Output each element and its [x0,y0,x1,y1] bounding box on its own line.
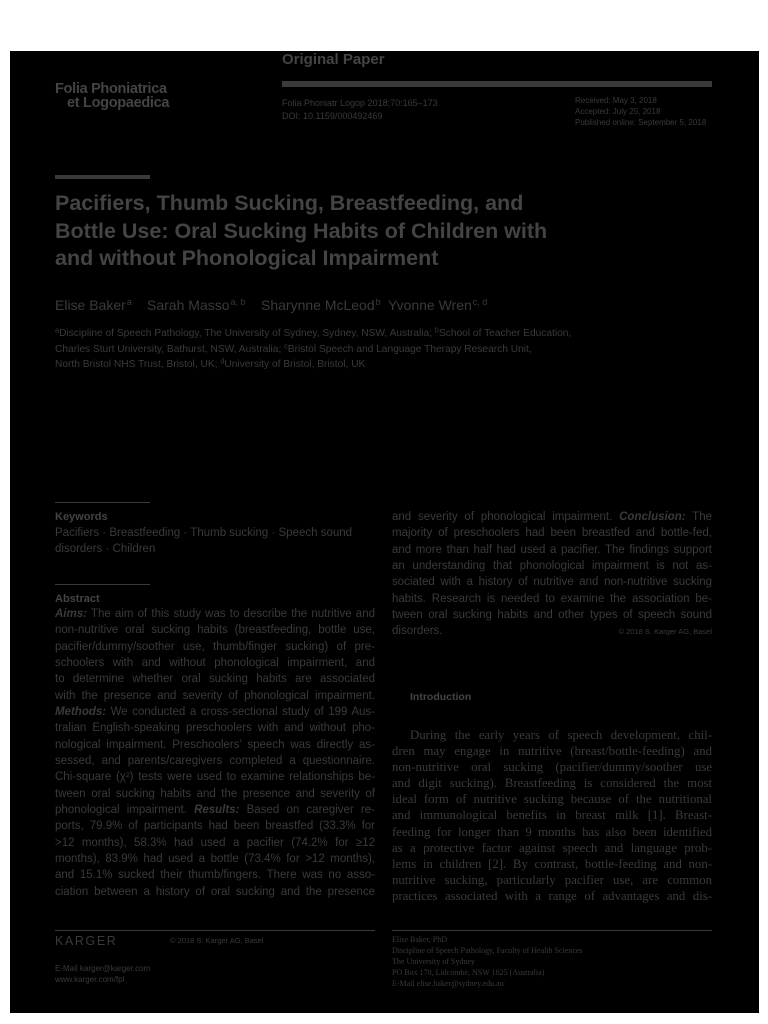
text-run: and severity of phonological impairment. [392,511,620,523]
affiliation-line [55,342,695,358]
journal-logo [55,82,169,110]
abstract-line: and 15.1% sucked their thumb/fingers. There was no asso- [55,869,375,882]
abstract-line: disorders. [392,625,443,638]
abstract-line: to determine whether oral sucking habits are associated [55,673,375,686]
abstract-rule [55,584,150,585]
text-run: Discipline of Speech Pathology, The University of Sydney, Sydney, NSW, Australia; [59,328,435,339]
title-line: Bottle Use: Oral Sucking Habits of Children with [55,218,548,243]
text-run: Bristol Speech and Language Therapy Research Unit, [287,343,532,355]
paragraph-line: as a protective factor against speech and language prob- [392,840,712,855]
abstract-line: >12 months), 58.3% had used a pacifier (74.2% for ≥12 [55,836,375,849]
correspondence-line: PO Box 170, Lidcombe, NSW 1825 (Australia) [392,968,545,977]
correspondence-address [392,934,712,989]
author-name: Sharynne McLeod [261,297,375,313]
author [261,296,381,314]
text-run: Charles Sturt University, Bathurst, NSW, Australia; [55,343,285,355]
journal-logo-line: Folia Phoniatrica [55,81,167,97]
abstract-line [55,606,375,622]
abstract-line: pacifier/dummy/soother use, thumb/finger sucking) of pre- [55,640,375,653]
author [55,296,132,314]
received-date: Received: May 3, 2018 [575,95,657,105]
paragraph-line: practices associated with a range of advantages and dis- [392,888,712,903]
citation-block [282,97,438,122]
text-run: School of Teacher Education, [438,328,572,339]
abstract-column-1 [55,606,375,900]
title-line: and without Phonological Impairment [55,246,439,270]
abstract-line: months), 83.9% had used a bottle (73.4% for >12 months), [55,852,375,865]
keyword-line: disorders · Children [55,543,156,556]
text-run: University of Bristol, Bristol, UK [224,359,366,370]
author-name: Elise Baker [55,297,126,313]
abstract-line: majority of preschoolers had been breastfed and bottle-fed, [392,527,712,540]
correspondence-line: E-Mail elise.baker@sydney.edu.au [392,979,504,988]
abstract-line: schoolers with and without phonological impairment, and [55,656,375,669]
footer-copyright: © 2018 S. Karger AG, Basel [170,936,264,945]
paragraph-line: non-nutritive oral sucking (pacifier/dummy/soother use [392,760,712,775]
author-name: Sarah Masso [147,297,230,313]
keywords-list [55,525,375,558]
affiliation-mark: b [375,297,381,307]
journal-logo-line: et Logopaedica [67,95,170,111]
footer-rule [55,930,375,931]
text-run: Based on caregiver re- [239,803,375,816]
abstract-copyright: © 2018 S. Karger AG, Basel [618,627,712,636]
abstract-line [55,704,375,720]
abstract-line: non-nutritive oral sucking habits (breastfeeding, bottle use, [55,624,375,637]
abstract-line: sessed, and parents/caregivers completed a questionnaire. [55,754,375,767]
paragraph-line: and immunological benefits in breast milk [1]. Breast- [392,808,712,823]
paragraph-line: ideal form of nutritive sucking because of the nutritional [392,792,712,807]
superscript-mark: b [434,325,439,335]
abstract-line: an understanding that phonological impairment is not as- [392,559,712,572]
paragraph-line: nutritive sucking, particularly pacifier use, are common [392,872,712,887]
run-in-heading: Methods: [55,705,107,718]
paragraph-line: dren may engage in nutritive (breast/bottle-feeding) and [392,744,712,759]
published-date: Published online: September 5, 2018 [575,117,707,127]
abstract-line: nological impairment. Preschoolers’ speech was directly as- [55,738,375,751]
accepted-date: Accepted: July 25, 2018 [575,106,661,116]
author-name: Yvonne Wren [388,297,472,313]
abstract-heading: Abstract [55,593,100,605]
keyword-line: Pacifiers · Breastfeeding · Thumb sucking · Speech sound [55,527,353,539]
abstract-line: habits. Research is needed to examine the association be- [392,592,712,605]
correspondence-line: The University of Sydney [392,957,475,966]
abstract-line [55,802,375,818]
run-in-heading: Results: [194,803,240,816]
text-run: The [685,511,712,523]
article-dates [575,95,706,128]
abstract-line: ciation between a history of oral sucking and the presence [55,885,375,898]
header-rule [282,81,712,87]
abstract-line: sociated with a history of nutritive and non-nutritive sucking [392,576,712,589]
correspondence-line: Elise Baker, PhD [392,935,448,944]
superscript-mark: d [220,356,225,366]
paragraph-line: and digit sucking). Breastfeeding is considered the most [392,776,712,791]
article-title [55,190,675,273]
affiliation-mark: c, d [472,297,488,307]
superscript-mark: c [284,341,288,351]
journal-citation: Folia Phoniatr Logop 2018;70:165–173 [282,98,438,108]
publisher-email-link[interactable]: E-Mail karger@karger.com [55,964,151,973]
title-rule [55,175,150,179]
affiliation-mark: a [126,297,132,307]
text-run: phonological impairment. [55,803,195,816]
abstract-line [392,509,712,525]
abstract-line: Chi-square (χ²) tests were used to examine relationships be- [55,771,375,784]
doi-link[interactable]: DOI: 10.1159/000492469 [282,110,383,121]
text-run: The aim of this study was to describe the nutritive and [86,608,375,620]
title-line: Pacifiers, Thumb Sucking, Breastfeeding, and [55,191,524,215]
introduction-heading: Introduction [410,691,472,703]
abstract-line: tween oral sucking habits and other types of speech sound [392,608,712,621]
abstract-line: and more than half had used a pacifier. The findings support [392,543,712,556]
abstract-line: tralian English-speaking preschoolers with and without pho- [55,722,375,735]
affiliation-line [55,357,695,373]
affiliation-mark: a, b [230,297,246,307]
keywords-rule [55,502,150,503]
footer-rule [392,930,712,931]
article-type-label: Original Paper [282,51,385,68]
publisher-logo: KARGER [55,934,118,948]
author [147,296,246,314]
text-run: We conducted a cross-sectional study of 199 Aus- [106,705,375,718]
abstract-column-2 [392,509,712,640]
paragraph-line: During the early years of speech development, chil- [410,728,712,742]
keywords-heading: Keywords [55,511,108,523]
correspondence-line: Discipline of Speech Pathology, Faculty of Health Sciences [392,946,583,955]
abstract-line: tween oral sucking habits and the presence and severity of [55,787,375,800]
abstract-line: with the presence and severity of phonological impairment. [55,689,375,702]
run-in-heading: Aims: [55,608,87,620]
affiliation-line [55,326,695,342]
text-run: North Bristol NHS Trust, Bristol, UK; [55,359,221,370]
superscript-mark: a [55,325,60,335]
affiliations [55,326,695,373]
publisher-contact [55,963,150,985]
paragraph-line: feeding for longer than 9 months has also been identified [392,824,712,839]
author [388,296,487,314]
paragraph-line: lems in children [2]. By contrast, bottle-feeding and non- [392,856,712,871]
run-in-heading: Conclusion: [619,511,686,523]
publisher-website-link[interactable]: www.karger.com/fpl [55,975,125,984]
introduction-paragraph [392,727,712,904]
abstract-line: ports, 79.9% of participants had been breastfed (33.3% for [55,820,375,833]
